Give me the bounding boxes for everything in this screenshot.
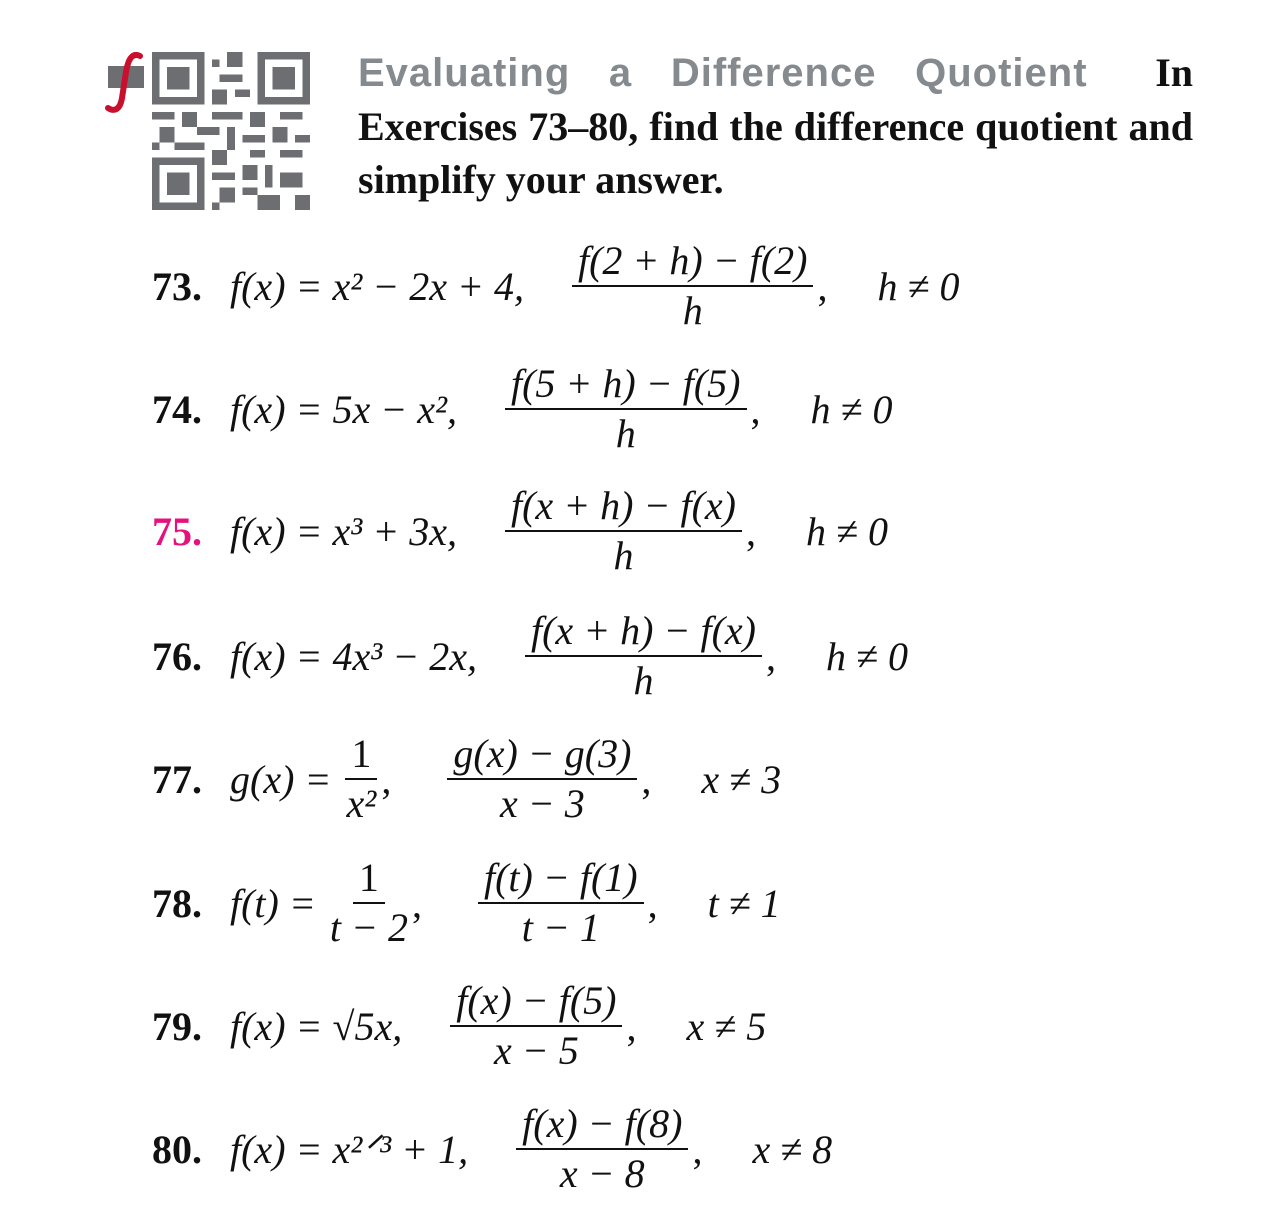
restriction: h ≠ 0 xyxy=(826,633,908,679)
quotient-denominator: t − 1 xyxy=(521,905,600,950)
difference-quotient xyxy=(525,607,762,705)
exercise-77: 77. g(x) = $\frac{1}{\text{x²}}$ , $\frac{g(x) - g(3)}{x - 3}$ , x ≠ 3 xyxy=(152,731,782,826)
quotient-denominator: x − 8 xyxy=(559,1151,645,1196)
function-definition: f(x) = x²ᐟ³ + 1, xyxy=(230,1126,469,1172)
restriction: t ≠ 1 xyxy=(707,880,781,926)
difference-quotient xyxy=(478,854,644,952)
exercise-78: 78. f(t) = $\frac{1}{t - 2}$ , $\frac{f(t) - f(1)}{t - 1}$ , t ≠ 1 xyxy=(152,855,781,950)
exercise-75: 75. f(x) = x³ + 3x, $\frac{f(x + h) - f(x)}{h}$ , h ≠ 0 xyxy=(152,483,888,578)
difference-quotient xyxy=(505,482,742,580)
exercise-number: 77. xyxy=(152,756,202,802)
quotient-numerator: f(2 + h) − f(2) xyxy=(572,237,814,287)
quotient-numerator: f(t) − f(1) xyxy=(478,854,644,904)
difference-quotient xyxy=(505,360,747,458)
function-definition: f(x) = x² − 2x + 4, xyxy=(230,263,524,309)
section-instructions: Exercises 73–80, find the difference quotient and simplify your answer. xyxy=(358,104,1193,202)
function-fraction xyxy=(345,730,377,828)
difference-quotient xyxy=(450,977,622,1075)
quotient-numerator: f(x + h) − f(x) xyxy=(525,607,762,657)
quotient-numerator: g(x) − g(3) xyxy=(447,730,637,780)
function-definition: f(x) = √5x, xyxy=(230,1003,403,1049)
function-fraction xyxy=(330,854,408,952)
fraction-denominator: t − 2 xyxy=(329,905,408,950)
exercise-80: 80. f(x) = x²ᐟ³ + 1, $\frac{f(x) - f(8)}{x - 8}$ , x ≠ 8 xyxy=(152,1101,833,1196)
quotient-denominator: x − 5 xyxy=(493,1028,579,1073)
exercise-74: 74. f(x) = 5x − x², $\frac{f(5 + h) - f(5)}{h}$ , h ≠ 0 xyxy=(152,361,893,456)
quotient-denominator: h xyxy=(633,658,654,703)
restriction: x ≠ 5 xyxy=(686,1003,767,1049)
exercise-number: 73. xyxy=(152,263,202,309)
restriction: h ≠ 0 xyxy=(877,263,960,309)
section-title: Evaluating a Difference Quotient xyxy=(358,51,1088,95)
quotient-denominator: x − 3 xyxy=(500,781,585,826)
section-lead: In xyxy=(1155,50,1194,95)
difference-quotient xyxy=(447,730,637,828)
difference-quotient xyxy=(572,237,814,335)
exercise-73: 73. f(x) = x² − 2x + 4, $\frac{f(2 + h) - f(2)}{h}$ , h ≠ 0 xyxy=(152,238,960,333)
quotient-denominator: h xyxy=(613,533,634,578)
quotient-numerator: f(5 + h) − f(5) xyxy=(505,360,747,410)
quotient-numerator: f(x) − f(8) xyxy=(516,1100,688,1150)
exercise-number: 75. xyxy=(152,508,202,554)
calculus-integral-icon xyxy=(104,52,148,116)
exercise-number: 79. xyxy=(152,1003,202,1049)
function-definition: f(x) = 5x − x², xyxy=(230,386,457,432)
quotient-numerator: f(x + h) − f(x) xyxy=(505,482,742,532)
exercise-number: 78. xyxy=(152,880,202,926)
qr-code[interactable] xyxy=(152,52,310,210)
function-definition: f(x) = x³ + 3x, xyxy=(230,508,457,554)
restriction: x ≠ 8 xyxy=(752,1126,833,1172)
quotient-denominator: h xyxy=(615,411,636,456)
quotient-denominator: h xyxy=(682,288,703,333)
exercise-number: 80. xyxy=(152,1126,202,1172)
exercise-79: 79. f(x) = √5x, $\frac{f(x) - f(5)}{x - 5}$ , x ≠ 5 xyxy=(152,978,767,1073)
fraction-denominator: x² xyxy=(346,781,377,826)
function-definition: f(x) = 4x³ − 2x, xyxy=(230,633,477,679)
restriction: x ≠ 3 xyxy=(701,756,782,802)
fraction-numerator: 1 xyxy=(353,854,385,904)
fraction-numerator: 1 xyxy=(345,730,377,780)
function-definition: g(x) = xyxy=(230,756,332,802)
function-definition: f(t) = xyxy=(230,880,316,926)
section-header xyxy=(358,46,1193,206)
restriction: h ≠ 0 xyxy=(806,508,888,554)
exercise-number: 74. xyxy=(152,386,202,432)
difference-quotient xyxy=(516,1100,688,1198)
quotient-numerator: f(x) − f(5) xyxy=(450,977,622,1027)
exercise-76: 76. f(x) = 4x³ − 2x, $\frac{f(x + h) - f(x)}{h}$ , h ≠ 0 xyxy=(152,608,908,703)
exercise-number: 76. xyxy=(152,633,202,679)
restriction: h ≠ 0 xyxy=(810,386,893,432)
